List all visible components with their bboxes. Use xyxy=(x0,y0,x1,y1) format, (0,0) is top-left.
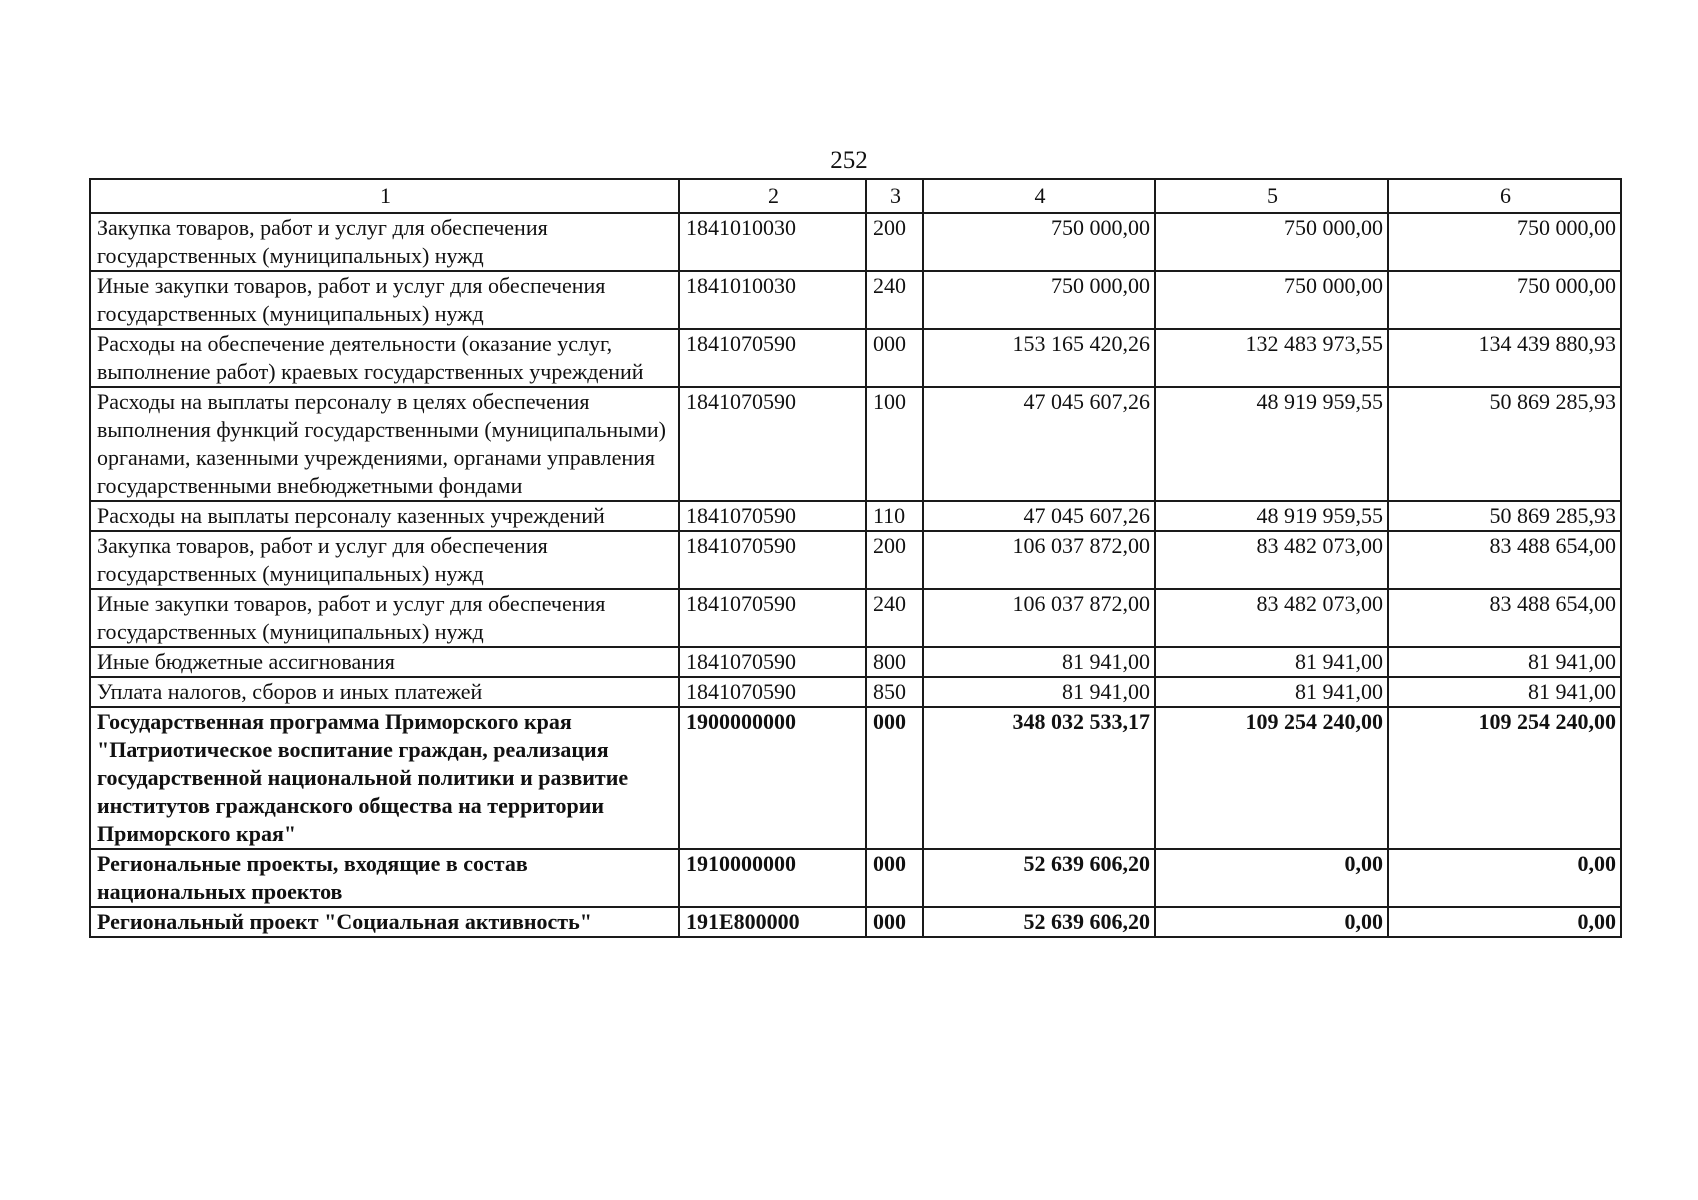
row-amount-col4-cell: 47 045 607,26 xyxy=(923,387,1155,501)
row-amount-col5-cell: 0,00 xyxy=(1155,849,1388,907)
table-row xyxy=(90,907,1621,937)
row-name-cell: Расходы на выплаты персоналу казенных учреждений xyxy=(90,501,679,531)
column-header-1: 1 xyxy=(90,179,679,213)
row-amount-col4-cell: 47 045 607,26 xyxy=(923,501,1155,531)
row-amount-col4-cell: 52 639 606,20 xyxy=(923,849,1155,907)
row-expense-type-cell: 240 xyxy=(866,271,923,329)
row-name-cell: Иные закупки товаров, работ и услуг для обеспечения государственных (муниципальных) нужд xyxy=(90,271,679,329)
table-row xyxy=(90,213,1621,271)
row-expense-type-cell: 800 xyxy=(866,647,923,677)
row-expense-type-cell: 000 xyxy=(866,849,923,907)
row-amount-col5-cell: 83 482 073,00 xyxy=(1155,589,1388,647)
row-name-cell: Государственная программа Приморского края "Патриотическое воспитание граждан, реализация государственной национальной политики и развитие институтов гражданского общества на территории Приморского края" xyxy=(90,707,679,849)
row-expense-type-cell: 000 xyxy=(866,907,923,937)
row-amount-col4-cell: 750 000,00 xyxy=(923,213,1155,271)
table-row xyxy=(90,647,1621,677)
table-row xyxy=(90,329,1621,387)
row-amount-col5-cell: 83 482 073,00 xyxy=(1155,531,1388,589)
row-expense-type-cell: 100 xyxy=(866,387,923,501)
table-row xyxy=(90,707,1621,849)
row-amount-col5-cell: 0,00 xyxy=(1155,907,1388,937)
row-code-cell: 1841070590 xyxy=(679,387,866,501)
row-name-cell: Иные бюджетные ассигнования xyxy=(90,647,679,677)
row-code-cell: 1841010030 xyxy=(679,213,866,271)
row-code-cell: 1841070590 xyxy=(679,589,866,647)
row-amount-col5-cell: 132 483 973,55 xyxy=(1155,329,1388,387)
table-row xyxy=(90,677,1621,707)
row-code-cell: 1841070590 xyxy=(679,647,866,677)
row-amount-col4-cell: 106 037 872,00 xyxy=(923,531,1155,589)
row-amount-col6-cell: 134 439 880,93 xyxy=(1388,329,1621,387)
row-amount-col6-cell: 750 000,00 xyxy=(1388,213,1621,271)
row-name-cell: Расходы на выплаты персоналу в целях обеспечения выполнения функций государственными (муниципальными) органами, казенными учреждениями, органами управления государственными внебюджетными фондами xyxy=(90,387,679,501)
row-expense-type-cell: 000 xyxy=(866,329,923,387)
row-amount-col6-cell: 50 869 285,93 xyxy=(1388,387,1621,501)
row-amount-col4-cell: 52 639 606,20 xyxy=(923,907,1155,937)
row-amount-col4-cell: 348 032 533,17 xyxy=(923,707,1155,849)
row-amount-col5-cell: 81 941,00 xyxy=(1155,677,1388,707)
row-amount-col4-cell: 750 000,00 xyxy=(923,271,1155,329)
row-name-cell: Закупка товаров, работ и услуг для обеспечения государственных (муниципальных) нужд xyxy=(90,213,679,271)
table-header-row xyxy=(90,179,1621,213)
row-amount-col5-cell: 750 000,00 xyxy=(1155,271,1388,329)
table-row xyxy=(90,387,1621,501)
table-body xyxy=(90,213,1621,937)
row-amount-col6-cell: 0,00 xyxy=(1388,907,1621,937)
row-amount-col6-cell: 0,00 xyxy=(1388,849,1621,907)
row-name-cell: Региональные проекты, входящие в состав национальных проектов xyxy=(90,849,679,907)
row-amount-col4-cell: 81 941,00 xyxy=(923,647,1155,677)
row-expense-type-cell: 000 xyxy=(866,707,923,849)
row-name-cell: Уплата налогов, сборов и иных платежей xyxy=(90,677,679,707)
row-name-cell: Расходы на обеспечение деятельности (оказание услуг, выполнение работ) краевых государственных учреждений xyxy=(90,329,679,387)
table-row xyxy=(90,501,1621,531)
row-name-cell: Региональный проект "Социальная активность" xyxy=(90,907,679,937)
row-name-cell: Закупка товаров, работ и услуг для обеспечения государственных (муниципальных) нужд xyxy=(90,531,679,589)
row-expense-type-cell: 110 xyxy=(866,501,923,531)
row-amount-col6-cell: 81 941,00 xyxy=(1388,677,1621,707)
table-row xyxy=(90,531,1621,589)
column-header-2: 2 xyxy=(679,179,866,213)
row-amount-col6-cell: 83 488 654,00 xyxy=(1388,589,1621,647)
row-amount-col5-cell: 109 254 240,00 xyxy=(1155,707,1388,849)
row-amount-col6-cell: 83 488 654,00 xyxy=(1388,531,1621,589)
row-amount-col4-cell: 81 941,00 xyxy=(923,677,1155,707)
table-row xyxy=(90,849,1621,907)
row-amount-col4-cell: 106 037 872,00 xyxy=(923,589,1155,647)
row-code-cell: 1910000000 xyxy=(679,849,866,907)
row-code-cell: 1841070590 xyxy=(679,501,866,531)
row-code-cell: 1900000000 xyxy=(679,707,866,849)
row-amount-col6-cell: 50 869 285,93 xyxy=(1388,501,1621,531)
row-expense-type-cell: 200 xyxy=(866,531,923,589)
column-header-3: 3 xyxy=(866,179,923,213)
row-code-cell: 1841070590 xyxy=(679,531,866,589)
row-code-cell: 1841070590 xyxy=(679,677,866,707)
row-amount-col5-cell: 81 941,00 xyxy=(1155,647,1388,677)
table-row xyxy=(90,589,1621,647)
row-amount-col4-cell: 153 165 420,26 xyxy=(923,329,1155,387)
row-amount-col5-cell: 48 919 959,55 xyxy=(1155,501,1388,531)
row-amount-col5-cell: 48 919 959,55 xyxy=(1155,387,1388,501)
page-number: 252 xyxy=(830,147,868,174)
row-name-cell: Иные закупки товаров, работ и услуг для обеспечения государственных (муниципальных) нужд xyxy=(90,589,679,647)
column-header-4: 4 xyxy=(923,179,1155,213)
row-code-cell: 191E800000 xyxy=(679,907,866,937)
row-code-cell: 1841070590 xyxy=(679,329,866,387)
table-row xyxy=(90,271,1621,329)
row-expense-type-cell: 200 xyxy=(866,213,923,271)
row-code-cell: 1841010030 xyxy=(679,271,866,329)
column-header-5: 5 xyxy=(1155,179,1388,213)
row-amount-col6-cell: 109 254 240,00 xyxy=(1388,707,1621,849)
budget-table xyxy=(89,178,1622,938)
row-amount-col6-cell: 81 941,00 xyxy=(1388,647,1621,677)
column-header-6: 6 xyxy=(1388,179,1621,213)
row-expense-type-cell: 240 xyxy=(866,589,923,647)
row-amount-col5-cell: 750 000,00 xyxy=(1155,213,1388,271)
row-expense-type-cell: 850 xyxy=(866,677,923,707)
row-amount-col6-cell: 750 000,00 xyxy=(1388,271,1621,329)
